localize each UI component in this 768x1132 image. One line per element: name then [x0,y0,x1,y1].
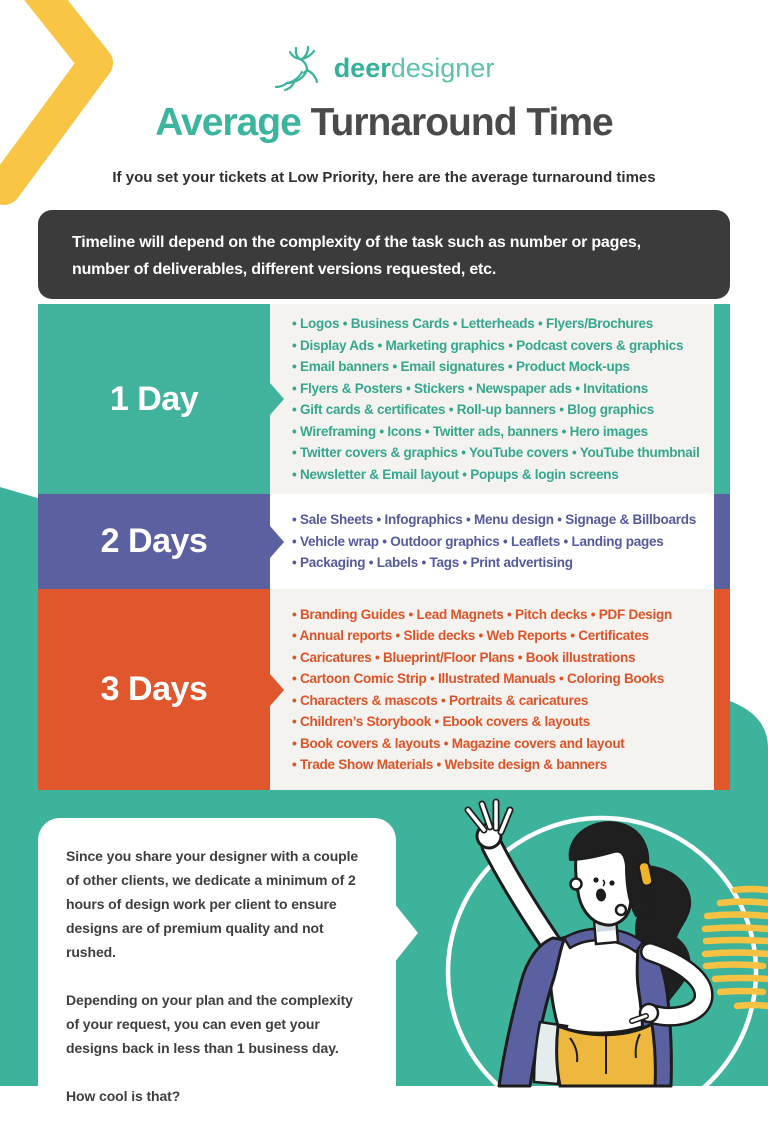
title-accent: Average [155,101,301,144]
row-1-day-services [270,304,714,494]
service-line: • Email banners • Email signatures • Product Mock-ups [292,359,630,374]
deer-icon [274,42,326,94]
service-line: • Newsletter & Email layout • Popups & login screens [292,466,619,482]
bubble-paragraph-2: Depending on your plan and the complexity of your request, you can even get your designs back in less than 1 business day. [66,992,353,1056]
row-label-text: 2 Days [100,522,208,560]
service-line: • Sale Sheets • Infographics • Menu design • Signage & Billboards [292,512,696,528]
row-3-days [38,589,730,790]
service-line: • Wireframing • Icons • Twitter ads, banners • Hero images [292,423,648,439]
row-2-days-edge-strip [714,494,730,589]
brand-word-designer: designer [390,52,495,83]
yellow-pants [557,1024,656,1086]
speech-bubble [38,818,396,1132]
right-eye [609,880,614,885]
speech-bubble-tail [394,903,418,963]
brand-logo [0,42,768,94]
row-3-days-edge-strip [714,589,730,790]
row-1-day-label [38,304,270,494]
service-line: • Caricatures • Blueprint/Floor Plans • Book illustrations [292,649,636,665]
row-2-days-services [270,494,714,589]
bubble-paragraph-3: How cool is that? [66,1088,181,1104]
service-line: • Vehicle wrap • Outdoor graphics • Leaflets • Landing pages [292,533,664,549]
raised-arm [468,802,552,945]
yellow-speed-lines [705,889,768,1006]
service-line: • Logos • Business Cards • Letterheads • Flyers/Brochures [292,316,654,331]
brand-wordmark [334,53,495,84]
timeline-notice-banner [38,210,730,299]
designer-woman-illustration [400,780,768,1086]
row-1-day-edge-strip [714,304,730,494]
page-subtitle: If you set your tickets at Low Priority, here are the average turnaround times [112,169,656,186]
row-1-day [38,304,730,494]
service-line: • Branding Guides • Lead Magnets • Pitch decks • PDF Design [292,606,672,622]
head [570,822,654,925]
row-label-text: 3 Days [100,670,208,708]
service-line: • Trade Show Materials • Website design & banners [292,757,608,772]
ear [571,879,582,890]
brand-word-deer: deer [333,52,391,83]
bubble-paragraph-1: Since you share your designer with a couple of other clients, we dedicate a minimum of 2 hours of design work per client to ensure designs are of premium quality and not rushed. [66,848,359,960]
service-line: • Display Ads • Marketing graphics • Podcast covers & graphics [292,337,684,353]
service-line: • Twitter covers & graphics • YouTube covers • YouTube thumbnail [292,445,700,460]
service-line: • Gift cards & certificates • Roll-up banners • Blog graphics [292,402,655,417]
notice-text: Timeline will depend on the complexity of the task such as number or pages, number of deliverables, different versions requested, etc. [72,234,641,278]
service-line: • Book covers & layouts • Magazine covers and layout [292,735,625,751]
service-line: • Flyers & Posters • Stickers • Newspaper ads • Invitations [292,380,649,396]
title-rest: Turnaround Time [300,101,613,144]
service-line: • Cartoon Comic Strip • Illustrated Manuals • Coloring Books [292,671,664,686]
turnaround-table [38,304,730,790]
left-eye [593,877,598,882]
page-title [0,101,768,145]
row-2-days-label [38,494,270,589]
row-label-text: 1 Day [109,379,199,418]
row-2-days [38,494,730,589]
earring [616,905,626,915]
service-line: • Packaging • Labels • Tags • Print advertising [292,555,573,571]
row-3-days-services [270,589,714,790]
service-line: • Characters & mascots • Portraits & caricatures [292,692,589,708]
service-line: • Children’s Storybook • Ebook covers & layouts [292,714,591,729]
service-line: • Annual reports • Slide decks • Web Reports • Certificates [292,628,649,643]
waving-hand [468,802,510,848]
row-3-days-label [38,589,270,790]
